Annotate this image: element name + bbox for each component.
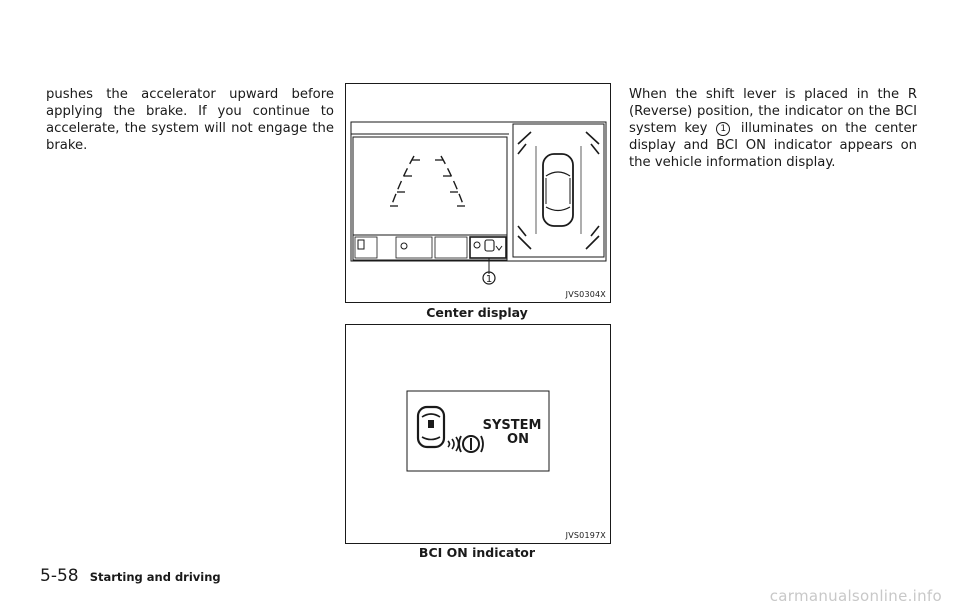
figure-caption-bci-indicator: BCI ON indicator (418, 545, 536, 560)
screen-on-label: ON (507, 432, 529, 447)
figure-caption-center-display: Center display (426, 305, 528, 320)
figure-code: JVS0304X (565, 290, 606, 299)
bci-indicator-illustration (346, 325, 610, 543)
left-paragraph: pushes the accelerator upward before applying the brake. If you continue to accelerate, the system will not engage the brake. (46, 87, 334, 153)
screen-system-label: SYSTEM (482, 418, 542, 433)
page-footer (40, 566, 221, 586)
watermark: carmanualsonline.info (769, 587, 942, 605)
callout-1-label: 1 (485, 274, 493, 285)
right-paragraph-part2: illuminates on the center display and BCI ON indicator appears on the vehicle information display. (629, 121, 918, 170)
section-name: Starting and driving (89, 570, 221, 584)
page-number: 5-58 (40, 566, 79, 586)
center-display-illustration (346, 84, 610, 302)
callout-1-marker: 1 (716, 122, 730, 136)
figure-code: JVS0197X (565, 531, 606, 540)
center-display-figure (345, 83, 611, 303)
right-paragraph (629, 86, 917, 171)
right-paragraph-part1: When the shift lever is placed in the R (Reverse) position, the indicator on the BCI system key (629, 87, 917, 136)
bci-indicator-figure (345, 324, 611, 544)
